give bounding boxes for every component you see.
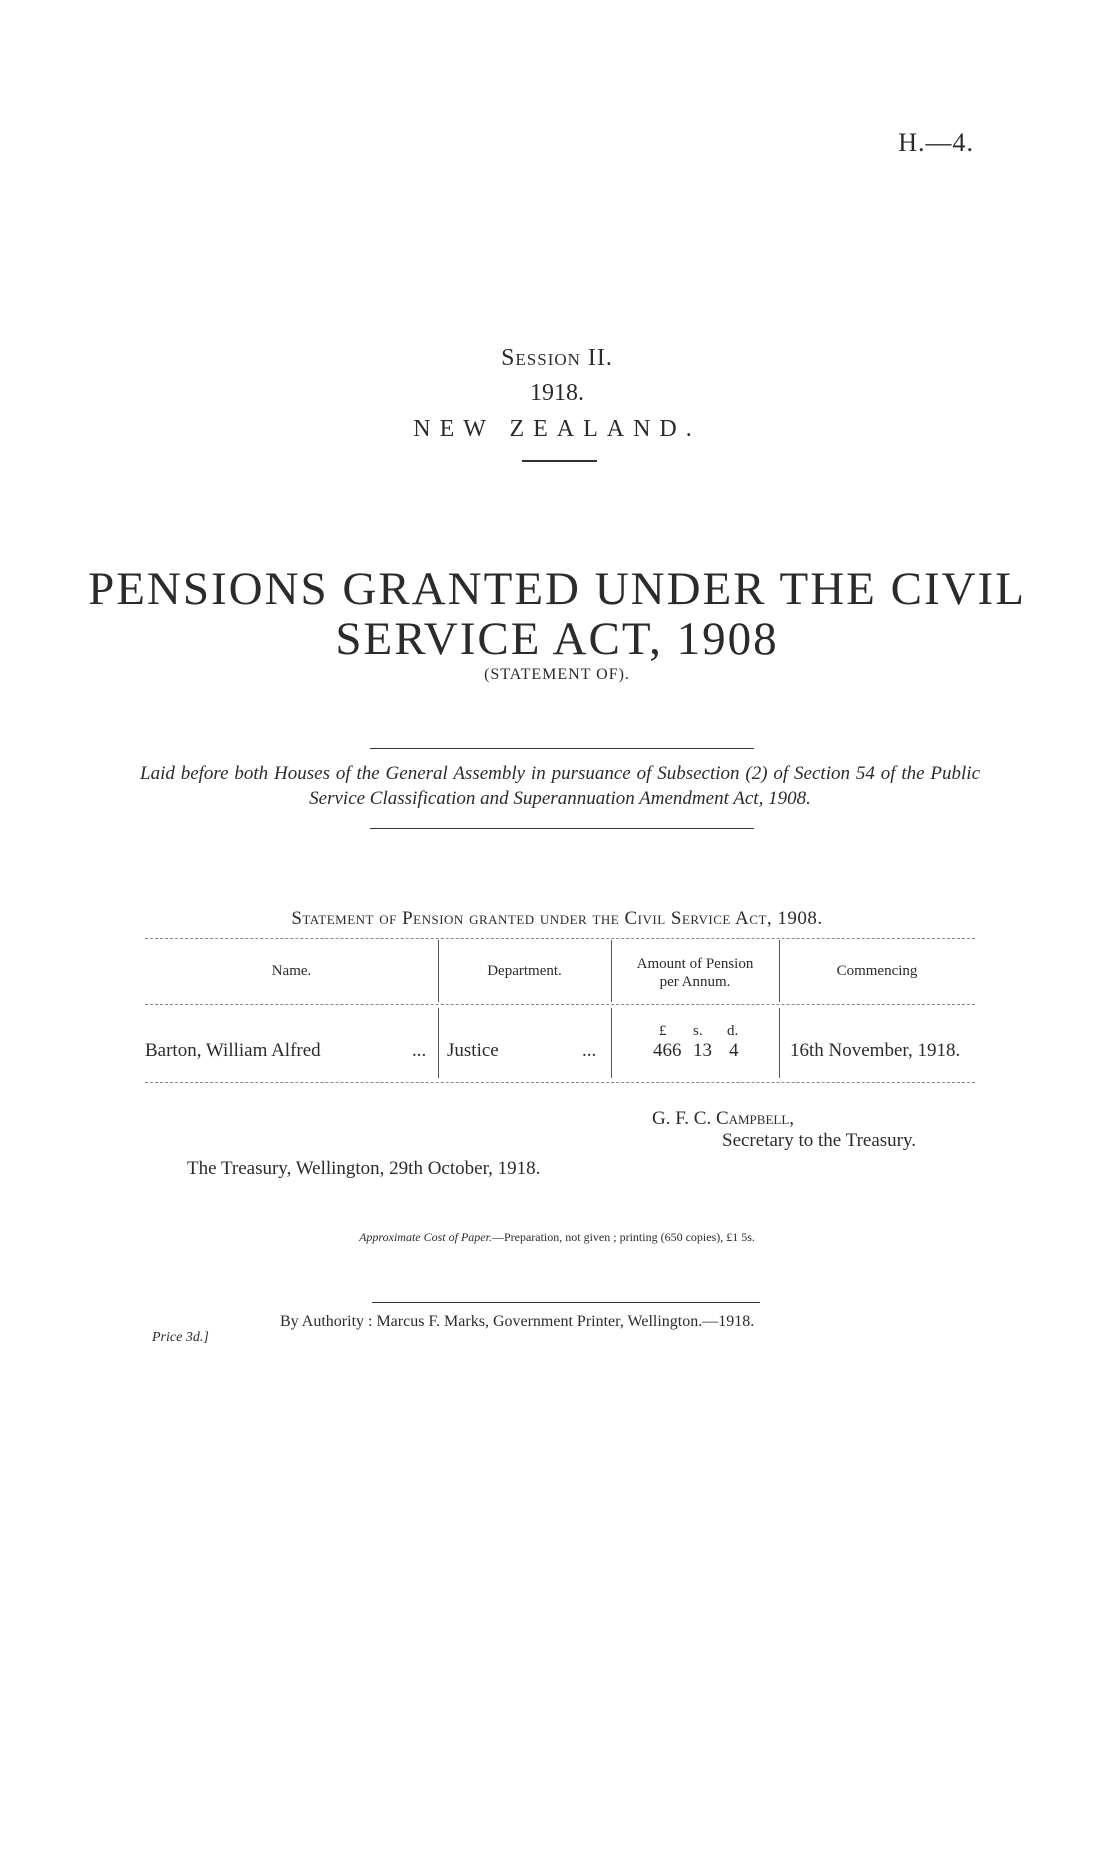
laid-before-notice: Laid before both Houses of the General Assembly in pursuance of Subsection (2) of Section 54 of the Public Service Classification and Superannuation Amendment Act, 1908.: [140, 763, 980, 809]
column-header-amount-line-1: Amount of Pension: [636, 956, 754, 972]
country-name: NEW ZEALAND.: [413, 416, 701, 442]
leader-dots: ...: [412, 1040, 427, 1061]
column-header-amount: [611, 955, 779, 991]
divider: [370, 748, 754, 749]
currency-pounds-label: £: [659, 1023, 667, 1039]
header-rule: [145, 1004, 975, 1005]
pensioner-name: Barton, William Alfred: [145, 1040, 321, 1061]
cost-label: Approximate Cost of Paper.: [359, 1230, 492, 1244]
place-and-date: The Treasury, Wellington, 29th October, 1918.: [187, 1158, 541, 1179]
amount-pounds: 466: [653, 1040, 682, 1061]
column-header-department: Department.: [487, 963, 562, 979]
divider: [522, 460, 597, 462]
session-label: Session II.: [501, 345, 613, 371]
table-bottom-rule: [145, 1082, 975, 1083]
currency-shillings-label: s.: [693, 1023, 703, 1039]
cost-note: [0, 1230, 1114, 1245]
printer-authority: By Authority : Marcus F. Marks, Government Printer, Wellington.—1918.: [280, 1313, 755, 1330]
column-header-amount-line-2: per Annum.: [659, 974, 731, 990]
paper-reference: H.—4.: [898, 128, 974, 157]
department-value: Justice: [447, 1040, 499, 1061]
currency-pence-label: d.: [727, 1023, 739, 1039]
divider: [370, 828, 754, 829]
amount-pence: 4: [729, 1040, 739, 1061]
commencing-date: 16th November, 1918.: [790, 1040, 961, 1061]
signatory-title: Secretary to the Treasury.: [722, 1130, 916, 1151]
table-top-rule: [145, 938, 975, 939]
column-divider: [438, 1008, 439, 1078]
session-year: 1918.: [530, 380, 584, 406]
page-subtitle: (STATEMENT OF).: [484, 666, 630, 683]
statement-title: Statement of Pension granted under the Civil Service Act, 1908.: [291, 908, 823, 929]
cost-text: —Preparation, not given ; printing (650 copies), £1 5s.: [491, 1230, 755, 1244]
column-divider: [611, 1008, 612, 1078]
page-title-line-2: SERVICE ACT, 1908: [335, 613, 779, 665]
column-header-name: Name.: [271, 963, 312, 979]
leader-dots: ...: [582, 1040, 597, 1061]
column-divider: [779, 1008, 780, 1078]
divider: [372, 1302, 760, 1303]
amount-shillings: 13: [693, 1040, 712, 1061]
page-title-line-1: PENSIONS GRANTED UNDER THE CIVIL: [88, 563, 1026, 615]
column-header-commencing: Commencing: [836, 963, 918, 979]
signatory-name: G. F. C. Campbell,: [652, 1108, 795, 1129]
price-note: Price 3d.]: [152, 1330, 209, 1345]
